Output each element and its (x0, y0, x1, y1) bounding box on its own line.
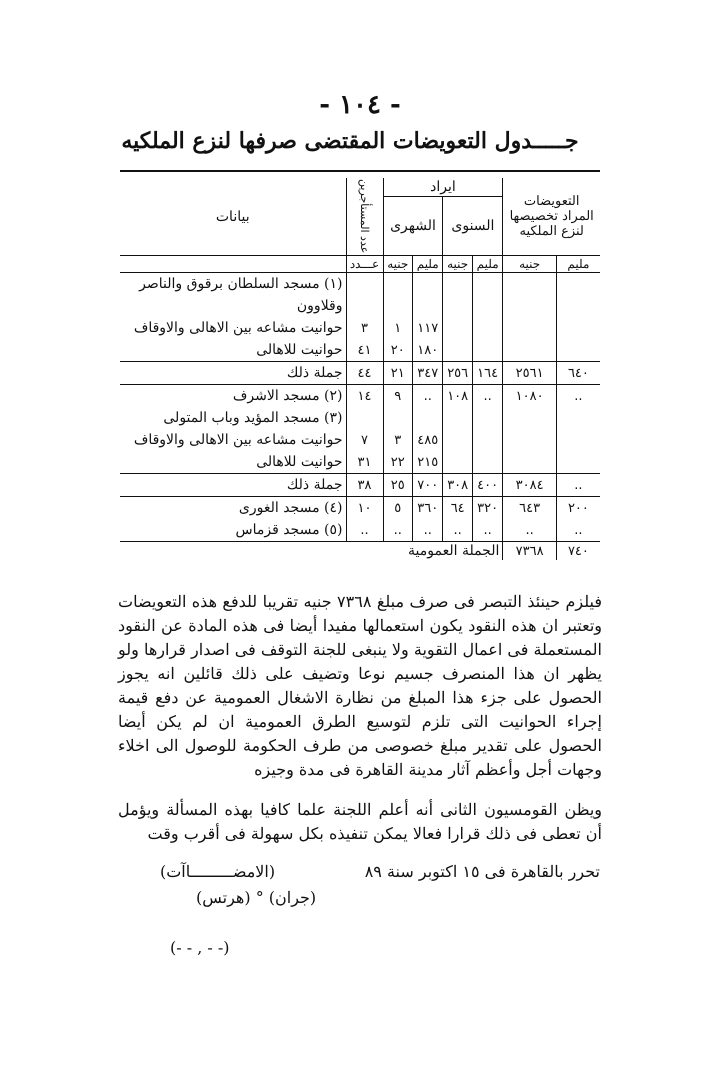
cell-count: ٣١ (346, 451, 383, 474)
cell-count (346, 295, 383, 317)
cell-mon-m (412, 407, 442, 429)
header-tenants: عدد المستأجرين (346, 178, 383, 256)
cell-count: ١٠ (346, 497, 383, 520)
cell-mon-p: ٢٢ (383, 451, 412, 474)
row-label: (٣) مسجد المؤيد وباب المتولى (163, 410, 343, 426)
cell-ann-m: .. (472, 385, 502, 408)
row-label: حوانيت مشاعه بين الاهالى والاوقاف (133, 320, 343, 336)
table-row (120, 339, 600, 362)
cell-ann-p: ٦٤ (443, 497, 472, 520)
cell-mon-p (383, 407, 412, 429)
cell-ann-m (472, 451, 502, 474)
header-compensation: التعويضات المراد تخصيصها لنزع الملكيه (503, 178, 600, 256)
compensation-table (120, 178, 600, 560)
row-label: وقلاوون (296, 298, 343, 314)
unit-count: عـــدد (346, 256, 383, 273)
cell-comp-p (503, 407, 556, 429)
table-row (120, 295, 600, 317)
cell-ann-m (472, 273, 502, 296)
cell-comp-p (503, 295, 556, 317)
cell-ann-p (443, 339, 472, 362)
footer-mark: (- - , - -) (170, 938, 230, 957)
cell-mon-m: ٣٦٠ (412, 497, 442, 520)
table-row (120, 407, 600, 429)
cell-comp-m (556, 317, 600, 339)
table-row (120, 451, 600, 474)
table-row (120, 317, 600, 339)
grand-total-row (120, 542, 600, 561)
cell-ann-p (443, 317, 472, 339)
cell-comp-m: ٦٤٠ (556, 362, 600, 385)
dateline: تحرر بالقاهرة فى ١٥ اكتوبر سنة ٨٩ (364, 862, 600, 881)
cell-mon-m: .. (412, 519, 442, 542)
table-row (120, 519, 600, 542)
cell-mon-p (383, 273, 412, 296)
row-label: (٤) مسجد الغورى (238, 500, 343, 516)
cell-comp-m (556, 407, 600, 429)
header-annual: السنوى (443, 197, 503, 256)
cell-mon-m: ٣٤٧ (412, 362, 442, 385)
cell-mon-m: ٢١٥ (412, 451, 442, 474)
row-label: جملة ذلك (286, 477, 343, 493)
body-paragraph-1: فيلزم حينئذ التبصر فى صرف مبلغ ٧٣٦٨ جنيه تقريبا للدفع هذه التعويضات وتعتبر ان هذه النقود يكون استعمالها مفيدا أيضا فى هذه المادة عن النقود المستعملة فى اعمال التقوية ولا ينبغى للجنة التوقف فى اصدار قرارها ولو يظهر ان هذا المنصرف جسيم نوعا وتضيف على ذلك قائلين انه يجوز الحصول على جزء هذا المبلغ من نظارة الاشغال العمومية عن دفع قيمة إجراء الحوانيت التى تلزم لتوسيع الطرق العمومية ان لم يكن أيضا الحصول على تقدير مبلغ خصوصى من طرف الحكومة للوصول الى اخلاء وجهات أجل وأعظم آثار مدينة القاهرة فى مدة وجيزه (118, 592, 603, 779)
header-statement: بيانات (215, 208, 250, 225)
cell-mon-p: ٢٠ (383, 339, 412, 362)
cell-comp-p (503, 429, 556, 451)
cell-mon-p: ٥ (383, 497, 412, 520)
cell-comp-p (503, 273, 556, 296)
grand-total-pound: ٧٣٦٨ (503, 542, 556, 561)
cell-mon-m: ٤٨٥ (412, 429, 442, 451)
table-row (120, 273, 600, 296)
cell-ann-p (443, 429, 472, 451)
cell-mon-p: ٢٥ (383, 474, 412, 497)
cell-mon-p: .. (383, 519, 412, 542)
cell-comp-m: .. (556, 385, 600, 408)
cell-ann-m (472, 317, 502, 339)
table-row (120, 385, 600, 408)
cell-comp-m (556, 339, 600, 362)
cell-comp-p: ١٠٨٠ (503, 385, 556, 408)
cell-mon-m: ١٨٠ (412, 339, 442, 362)
row-label: (٢) مسجد الاشرف (232, 388, 343, 404)
cell-comp-m: .. (556, 474, 600, 497)
cell-ann-m (472, 295, 502, 317)
table-row (120, 497, 600, 520)
cell-ann-m: ٣٢٠ (472, 497, 502, 520)
cell-comp-p (503, 317, 556, 339)
cell-comp-m (556, 295, 600, 317)
row-label: حوانيت للاهالى (256, 342, 343, 358)
grand-total-label: الجملة العمومية (408, 543, 500, 559)
body-paragraph-2: ويظن القومسيون الثانى أنه أعلم اللجنة علما كافيا بهذه المسألة ويؤمل أن تعطى فى ذلك قرارا فعالا يمكن تنفيذه بكل سهولة فى أقرب وقت (118, 800, 602, 843)
cell-comp-p: ٣٠٨٤ (503, 474, 556, 497)
cell-mon-p: ٢١ (383, 362, 412, 385)
header-row-1 (120, 178, 600, 197)
unit-pound: جنيه (443, 256, 472, 273)
cell-count: ٣٨ (346, 474, 383, 497)
cell-mon-p: ١ (383, 317, 412, 339)
cell-ann-p: ٢٥٦ (443, 362, 472, 385)
cell-mon-m: ٧٠٠ (412, 474, 442, 497)
cell-comp-p (503, 451, 556, 474)
cell-count (346, 273, 383, 296)
table-title: جـــــدول التعويضات المقتضى صرفها لنزع الملكيه (121, 128, 579, 154)
cell-mon-p: ٣ (383, 429, 412, 451)
cell-mon-m: .. (412, 385, 442, 408)
cell-ann-p: .. (443, 519, 472, 542)
table-row (120, 429, 600, 451)
title-rule (120, 170, 600, 172)
cell-ann-p: ١٠٨ (443, 385, 472, 408)
cell-comp-p: ٦٤٣ (503, 497, 556, 520)
cell-ann-m: ١٦٤ (472, 362, 502, 385)
cell-mon-m: ١١٧ (412, 317, 442, 339)
cell-ann-m: ٤٠٠ (472, 474, 502, 497)
table-row (120, 362, 600, 385)
row-label: حوانيت مشاعه بين الاهالى والاوقاف (133, 432, 343, 448)
cell-mon-m (412, 295, 442, 317)
unit-millim: مليم (412, 256, 442, 273)
cell-ann-p: ٣٠٨ (443, 474, 472, 497)
cell-mon-p (383, 295, 412, 317)
signatures-label: (الامضـــــــــاآت) (160, 862, 276, 881)
unit-pound: جنيه (503, 256, 556, 273)
cell-count: ١٤ (346, 385, 383, 408)
row-label: (١) مسجد السلطان برقوق والناصر (139, 276, 343, 292)
cell-comp-p (503, 339, 556, 362)
cell-ann-p (443, 407, 472, 429)
page-number: - ١٠٤ - (319, 90, 401, 120)
cell-comp-m (556, 273, 600, 296)
header-revenue: ايراد (383, 178, 503, 197)
cell-comp-m (556, 451, 600, 474)
unit-blank (120, 256, 346, 273)
grand-total-millim: ٧٤٠ (556, 542, 600, 561)
unit-millim: مليم (556, 256, 600, 273)
cell-ann-m (472, 407, 502, 429)
table-row (120, 474, 600, 497)
row-label: (٥) مسجد قزماس (235, 522, 343, 538)
cell-comp-p: .. (503, 519, 556, 542)
cell-mon-m (412, 273, 442, 296)
cell-ann-p (443, 451, 472, 474)
row-label: جملة ذلك (286, 365, 343, 381)
cell-ann-p (443, 273, 472, 296)
header-monthly: الشهرى (383, 197, 443, 256)
header-units-row (120, 256, 600, 273)
cell-count: ٧ (346, 429, 383, 451)
signers: (جران) ° (هرتس) (196, 888, 317, 907)
cell-count (346, 407, 383, 429)
cell-count: ٤١ (346, 339, 383, 362)
cell-comp-m (556, 429, 600, 451)
unit-millim: مليم (472, 256, 502, 273)
unit-pound: جنيه (383, 256, 412, 273)
cell-comp-p: ٢٥٦١ (503, 362, 556, 385)
cell-comp-m: ٢٠٠ (556, 497, 600, 520)
cell-ann-p (443, 295, 472, 317)
row-label: حوانيت للاهالى (256, 454, 343, 470)
cell-comp-m: .. (556, 519, 600, 542)
cell-count: ٣ (346, 317, 383, 339)
cell-ann-m (472, 339, 502, 362)
cell-count: .. (346, 519, 383, 542)
cell-ann-m (472, 429, 502, 451)
cell-mon-p: ٩ (383, 385, 412, 408)
cell-count: ٤٤ (346, 362, 383, 385)
cell-ann-m: .. (472, 519, 502, 542)
